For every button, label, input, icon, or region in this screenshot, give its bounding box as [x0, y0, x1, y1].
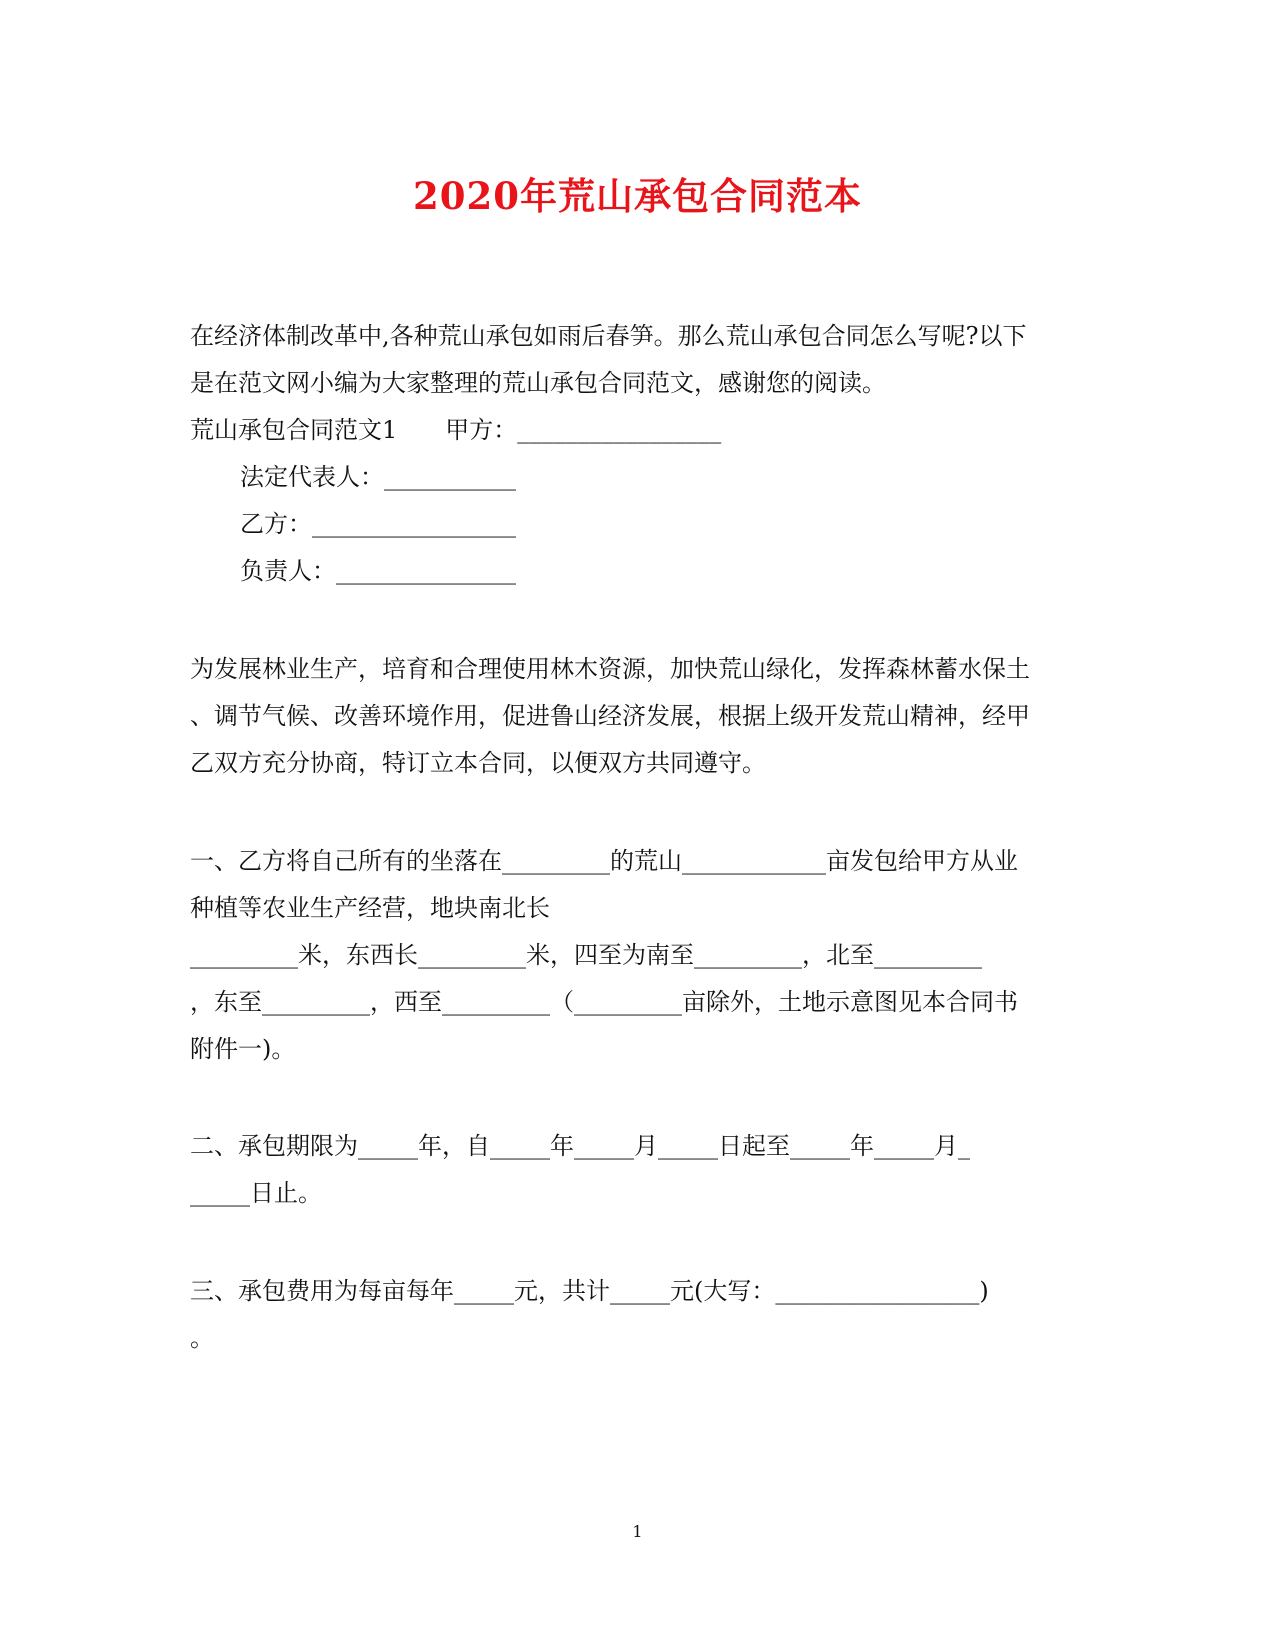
page-number: 1 — [632, 1522, 643, 1541]
party-a-line: 荒山承包合同范文1 甲方：_________________ — [190, 416, 722, 444]
clause-1-line-4: ，东至_________，西至_________（_________亩除外，土地示意图见本合同书 — [190, 988, 1018, 1016]
clause-1-line-3: _________米，东西长_________米，四至为南至_________，北至_________ — [190, 941, 982, 969]
intro-line-2: 是在范文网小编为大家整理的荒山承包合同范文，感谢您的阅读。 — [190, 369, 886, 397]
preamble-line-1: 为发展林业生产，培育和合理使用林木资源，加快荒山绿化，发挥森林蓄水保土 — [190, 655, 1030, 683]
party-b-line: 乙方：_________________ — [240, 510, 516, 538]
clause-3-line-2: 。 — [190, 1324, 214, 1352]
clause-1-line-5: 附件一)。 — [190, 1035, 296, 1063]
responsible-person-line: 负责人：_______________ — [240, 557, 516, 585]
document-title: 2020年荒山承包合同范本 — [413, 174, 862, 218]
clause-3-line-1: 三、承包费用为每亩每年_____元，共计_____元(大写：_________________) — [190, 1277, 989, 1305]
clause-1-line-1: 一、乙方将自己所有的坐落在_________的荒山____________亩发包给甲方从业 — [190, 847, 1018, 875]
preamble-line-3: 乙双方充分协商，特订立本合同，以便双方共同遵守。 — [190, 749, 766, 777]
clause-2-line-1: 二、承包期限为_____年，自_____年_____月_____日起至_____年_____月_ — [190, 1132, 970, 1160]
intro-line-1: 在经济体制改革中,各种荒山承包如雨后春笋。那么荒山承包合同怎么写呢?以下 — [190, 322, 1027, 350]
preamble-line-2: 、调节气候、改善环境作用，促进鲁山经济发展，根据上级开发荒山精神，经甲 — [190, 702, 1030, 730]
legal-representative-line: 法定代表人：___________ — [240, 463, 516, 491]
clause-2-line-2: _____日止。 — [190, 1179, 322, 1207]
clause-1-line-2: 种植等农业生产经营，地块南北长 — [190, 894, 550, 922]
